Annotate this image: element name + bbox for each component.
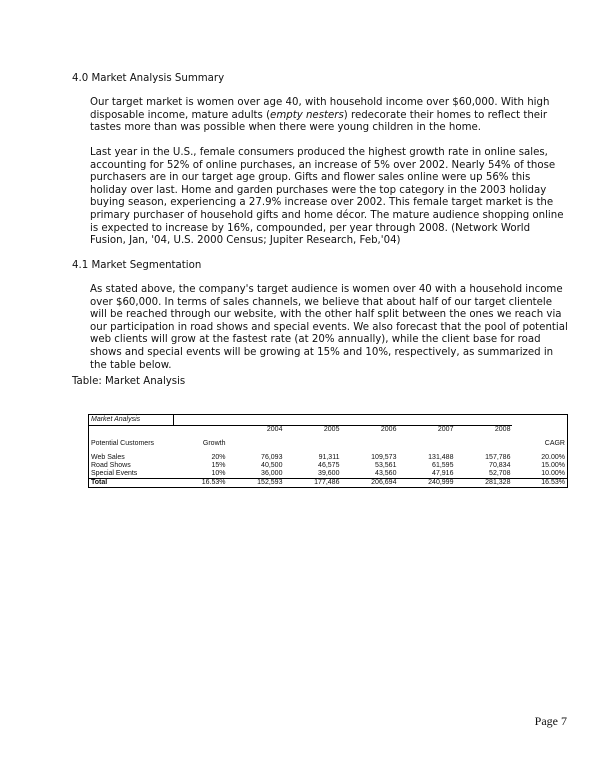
table-title: Market Analysis <box>89 415 174 426</box>
section-heading-market-analysis-summary: 4.0 Market Analysis Summary <box>72 73 225 84</box>
value-cell: 240,999 <box>398 479 455 488</box>
table-row <box>89 454 568 462</box>
year-header: 2008 <box>494 426 511 433</box>
value-cell: 76,093 <box>261 454 283 461</box>
total-label: Total <box>89 479 174 488</box>
year-header: 2006 <box>380 426 397 433</box>
value-cell: 36,000 <box>261 470 283 477</box>
year-header: 2007 <box>437 426 454 433</box>
value-cell: 206,694 <box>341 479 398 488</box>
emphasis-text: empty nesters <box>270 109 344 121</box>
table-year-row <box>89 426 568 435</box>
value-cell: 52,708 <box>489 470 511 477</box>
table-title-filler <box>174 415 513 426</box>
table-cell <box>284 440 341 448</box>
table-cell <box>398 440 455 448</box>
value-cell: 281,328 <box>455 479 512 488</box>
column-header-potential-customers: Potential Customers <box>91 440 155 447</box>
paragraph-text: Our target market is women over age 40, with household income over $60,000. With high disposable income, mature adults ( <box>90 97 550 121</box>
paragraph-us-consumers: Last year in the U.S., female consumers produced the highest growth rate in online sales, accounting for 52% of online purchases, an increase of 5% over 2002. Nearly 54% of those purchasers are in our target age group. Gifts and flower sales online were up 56% this holiday over last. Home and garden purchases were the top category in the 2003 holiday buying season, experiencing a 27.9% increase over 2002. This female target market is the primary purchaser of household gifts and home décor. The mature audience shopping online is expected to increase by 16%, compounded, per year through 2008. (Network World Fusion, Jan, '04, U.S. 2000 Census; Jupiter Research, Feb,'04) <box>90 147 564 247</box>
paragraph-segmentation: As stated above, the company's target audience is women over 40 with a household income over $60,000. In terms of sales channels, we believe that about half of our target clientele will be reached through our website, with the other half split between the ones we reach via our participation in road shows and special events. We also forecast that the pool of potential web clients will grow at the fastest rate (at 20% annually), while the client base for road shows and special events will be growing at 15% and 10%, respectively, as summarized in the table below. <box>90 284 568 371</box>
table-caption: Table: Market Analysis <box>72 376 186 387</box>
value-cell: 53,561 <box>375 462 397 469</box>
column-header-growth: Growth <box>202 440 226 447</box>
cagr-cell: 16.53% <box>512 479 567 488</box>
table-cell <box>227 440 284 448</box>
growth-cell: 15% <box>211 462 226 469</box>
value-cell: 39,600 <box>318 470 340 477</box>
row-label: Web Sales <box>91 454 125 461</box>
value-cell: 152,593 <box>227 479 284 488</box>
year-header: 2004 <box>266 426 283 433</box>
value-cell: 177,486 <box>284 479 341 488</box>
value-cell: 109,573 <box>371 454 397 461</box>
year-header: 2005 <box>323 426 340 433</box>
value-cell: 61,595 <box>432 462 454 469</box>
cagr-cell: 10.00% <box>541 470 565 477</box>
value-cell: 91,311 <box>318 454 340 461</box>
table-cell <box>512 426 567 435</box>
table-header-row <box>89 440 568 448</box>
table-cell <box>89 426 174 435</box>
value-cell: 47,916 <box>432 470 454 477</box>
row-label: Special Events <box>91 470 138 477</box>
row-label: Road Shows <box>91 462 131 469</box>
value-cell: 40,500 <box>261 462 283 469</box>
value-cell: 70,834 <box>489 462 511 469</box>
value-cell: 46,575 <box>318 462 340 469</box>
section-heading-market-segmentation: 4.1 Market Segmentation <box>72 260 202 271</box>
growth-cell: 10% <box>211 470 226 477</box>
table-cell <box>455 440 512 448</box>
cagr-cell: 20.00% <box>541 454 565 461</box>
growth-cell: 20% <box>211 454 226 461</box>
cagr-cell: 15.00% <box>541 462 565 469</box>
table-row <box>89 462 568 470</box>
paragraph-target-market <box>90 97 568 135</box>
value-cell: 131,488 <box>428 454 454 461</box>
value-cell: 43,560 <box>375 470 397 477</box>
column-header-cagr: CAGR <box>544 440 565 447</box>
table-title-row <box>89 415 568 426</box>
market-analysis-table <box>88 414 568 488</box>
page-number: Page 7 <box>534 714 567 728</box>
growth-cell: 16.53% <box>174 479 228 488</box>
table-total-row <box>89 479 568 488</box>
table-cell <box>174 426 228 435</box>
table-cell <box>341 440 398 448</box>
table-row <box>89 470 568 479</box>
value-cell: 157,786 <box>485 454 511 461</box>
paragraph-text: ) redecorate their homes to reflect their tastes more than was possible when there were young children in the home. <box>90 109 548 134</box>
